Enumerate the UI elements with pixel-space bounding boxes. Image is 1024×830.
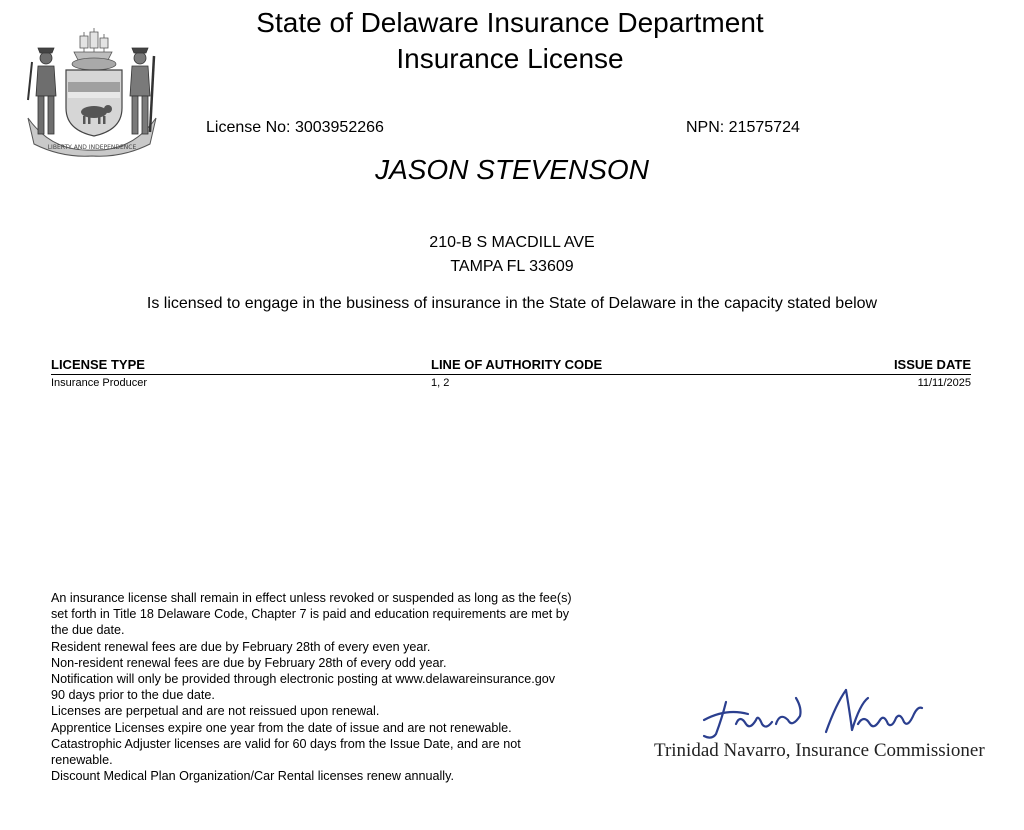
cell-license-type: Insurance Producer (51, 377, 147, 389)
license-statement: Is licensed to engage in the business of insurance in the State of Delaware in the capacity stated below (146, 295, 878, 312)
cell-line-of-authority: 1, 2 (431, 377, 450, 389)
page-subtitle: Insurance License (396, 43, 624, 74)
note-line: An insurance license shall remain in effect unless revoked or suspended as long as the fee(s) (51, 591, 572, 605)
license-notes (51, 590, 661, 784)
page-title: State of Delaware Insurance Department (256, 7, 764, 38)
column-header-issue-date: ISSUE DATE (893, 357, 971, 372)
seal-shield (66, 70, 122, 136)
column-header-line-of-authority: LINE OF AUTHORITY CODE (431, 357, 603, 372)
address-line-1: 210-B S MACDILL AVE (429, 234, 595, 251)
column-header-license-type: LICENSE TYPE (51, 357, 145, 372)
note-line: Catastrophic Adjuster licenses are valid for 60 days from the Issue Date, and are not (51, 736, 521, 751)
signature-caption: Trinidad Navarro, Insurance Commissioner (654, 740, 985, 761)
license-table-header (51, 357, 971, 375)
note-line: 90 days prior to the due date. (51, 688, 215, 703)
note-line: renewable. (51, 753, 113, 768)
note-line: Non-resident renewal fees are due by February 28th of every odd year. (51, 655, 447, 670)
licensee-name: JASON STEVENSON (375, 154, 649, 185)
note-line: Licenses are perpetual and are not reissued upon renewal. (51, 704, 380, 719)
commissioner-signature (696, 684, 936, 742)
npn-number: NPN: 21575724 (686, 119, 800, 136)
table-row (51, 377, 971, 393)
note-line: Resident renewal fees are due by February 28th of every even year. (51, 639, 431, 654)
note-line: the due date. (51, 623, 125, 638)
license-number: License No: 3003952266 (206, 119, 384, 136)
note-line: Discount Medical Plan Organization/Car Rental licenses renew annually. (51, 769, 454, 784)
note-line: set forth in Title 18 Delaware Code, Chapter 7 is paid and education requirements are met by (51, 607, 570, 622)
svg-text:LIBERTY AND INDEPENDENCE: LIBERTY AND INDEPENDENCE (47, 144, 137, 151)
address-line-2: TAMPA FL 33609 (450, 258, 574, 275)
note-line: Apprentice Licenses expire one year from the date of issue and are not renewable. (51, 720, 512, 735)
note-line: Notification will only be provided through electronic posting at www.delawareinsurance.gov (51, 672, 556, 687)
cell-issue-date: 11/11/2025 (917, 377, 971, 389)
